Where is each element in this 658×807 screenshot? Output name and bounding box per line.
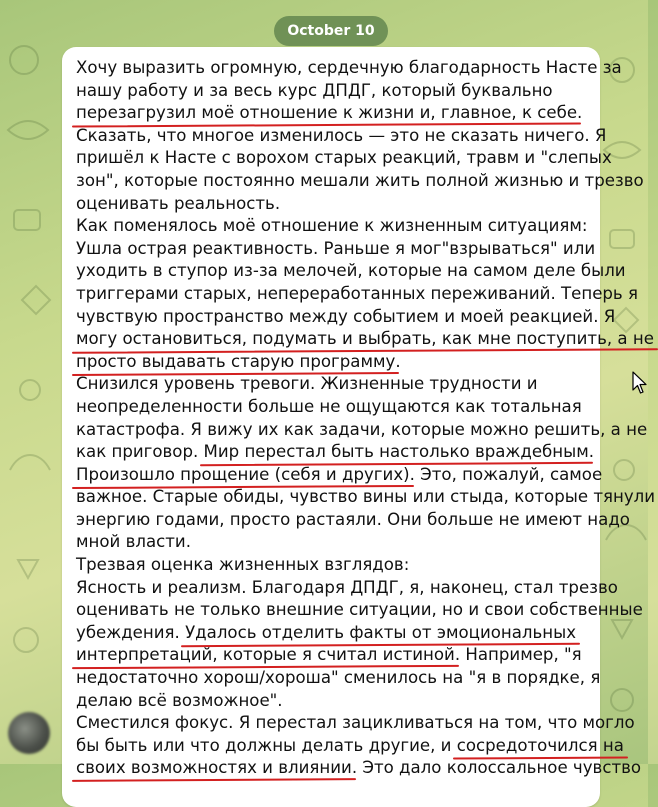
underlined-phrase: Произошло прощение (себя и других) [76, 464, 410, 484]
message-bubble[interactable] [62, 47, 656, 807]
message-line: делаю всё возможное". [76, 690, 283, 710]
message-line: недостаточно хорош/хороша" сменилось на "я в порядке, я [76, 668, 601, 688]
message-line: триггерами старых, непереработанных переживаний. Теперь я [76, 283, 638, 303]
message-line: Снизился уровень тревоги. Жизненные трудности и [76, 374, 538, 394]
message-line [76, 102, 591, 125]
message-line: чувствую пространство между событием и моей реакцией. Я [76, 306, 616, 326]
message-line: уходить в ступор из-за мелочей, которые на самом деле были [76, 261, 626, 281]
message-line: Сместился фокус. Я перестал зацикливаться на том, что могло [76, 713, 635, 733]
message-line: пришёл к Насте с ворохом старых реакций, травм и "слепых [76, 148, 612, 168]
date-separator: October 10 [274, 16, 388, 46]
text-fragment: убеждения. [76, 622, 186, 642]
mouse-cursor-icon [632, 371, 648, 395]
message-line [76, 328, 654, 351]
underlined-phrase: сосредоточился на [456, 735, 624, 755]
message-line: Ушла острая реактивность. Раньше я мог"взрываться" или [76, 238, 596, 258]
message-line [76, 464, 603, 487]
text-fragment: . [588, 442, 595, 462]
underlined-phrase: своих возможностях и влиянии [76, 758, 352, 778]
message-line [76, 735, 624, 758]
underlined-phrase: перезагрузил моё отношение к жизни и, главное, к себе [76, 103, 578, 123]
message-line: Трезвая оценка жизненных взглядов: [76, 555, 410, 575]
message-line: оценивать не только внешние ситуации, но и свои собственные [76, 600, 643, 620]
message-line [76, 441, 595, 464]
message-line [76, 644, 591, 667]
message-line: нашу работу и за весь курс ДПДГ, который буквально [76, 80, 553, 100]
message-text [76, 57, 656, 780]
message-line: Ясность и реализм. Благодаря ДПДГ, я, наконец, стал трезво [76, 577, 618, 597]
underlined-phrase: Удалось отделить факты от эмоциональных [185, 622, 577, 642]
message-line: Хочу выразить огромную, сердечную благодарность Насте за [76, 58, 622, 77]
underlined-phrase: могу остановиться, подумать и выбрать, как мне поступить, а не [76, 329, 654, 349]
message-line: катастрофа. Я вижу их как задачи, которые можно решить, а не [76, 419, 648, 439]
message-line: мной власти. [76, 532, 191, 552]
underlined-phrase: просто выдавать старую программу [76, 351, 396, 371]
underlined-phrase: Мир перестал быть настолько враждебным [203, 442, 589, 462]
message-line: Как поменялось моё отношение к жизненным ситуациям: [76, 216, 588, 236]
text-fragment: бы быть или что должны делать другие, и [76, 735, 457, 755]
text-fragment: как приговор. [76, 442, 204, 462]
message-line: оценивать реальность. [76, 193, 281, 213]
avatar[interactable] [8, 712, 50, 754]
message-line [76, 351, 591, 374]
text-fragment: . Например, "я [454, 645, 582, 665]
text-fragment: . [395, 351, 401, 371]
message-line: энергию годами, просто растаяли. Они больше не имеют надо [76, 509, 630, 529]
message-line [76, 622, 591, 645]
text-fragment: . Это, пожалуй, самое [409, 464, 603, 484]
message-line: неопределенности больше не ощущаются как тотальная [76, 396, 582, 416]
message-line [76, 757, 642, 780]
message-line: важное. Старые обиды, чувство вины или стыда, которые тянули [76, 487, 656, 507]
message-line: зон", которые постоянно мешали жить полной жизнью и трезво [76, 170, 644, 190]
text-fragment: . [577, 103, 583, 123]
underlined-phrase: интерпретаций, которые я считал истиной [76, 645, 455, 665]
text-fragment: . Это дало колоссальное чувство [351, 758, 642, 778]
message-line: Сказать, что многое изменилось — это не сказать ничего. Я [76, 125, 607, 145]
